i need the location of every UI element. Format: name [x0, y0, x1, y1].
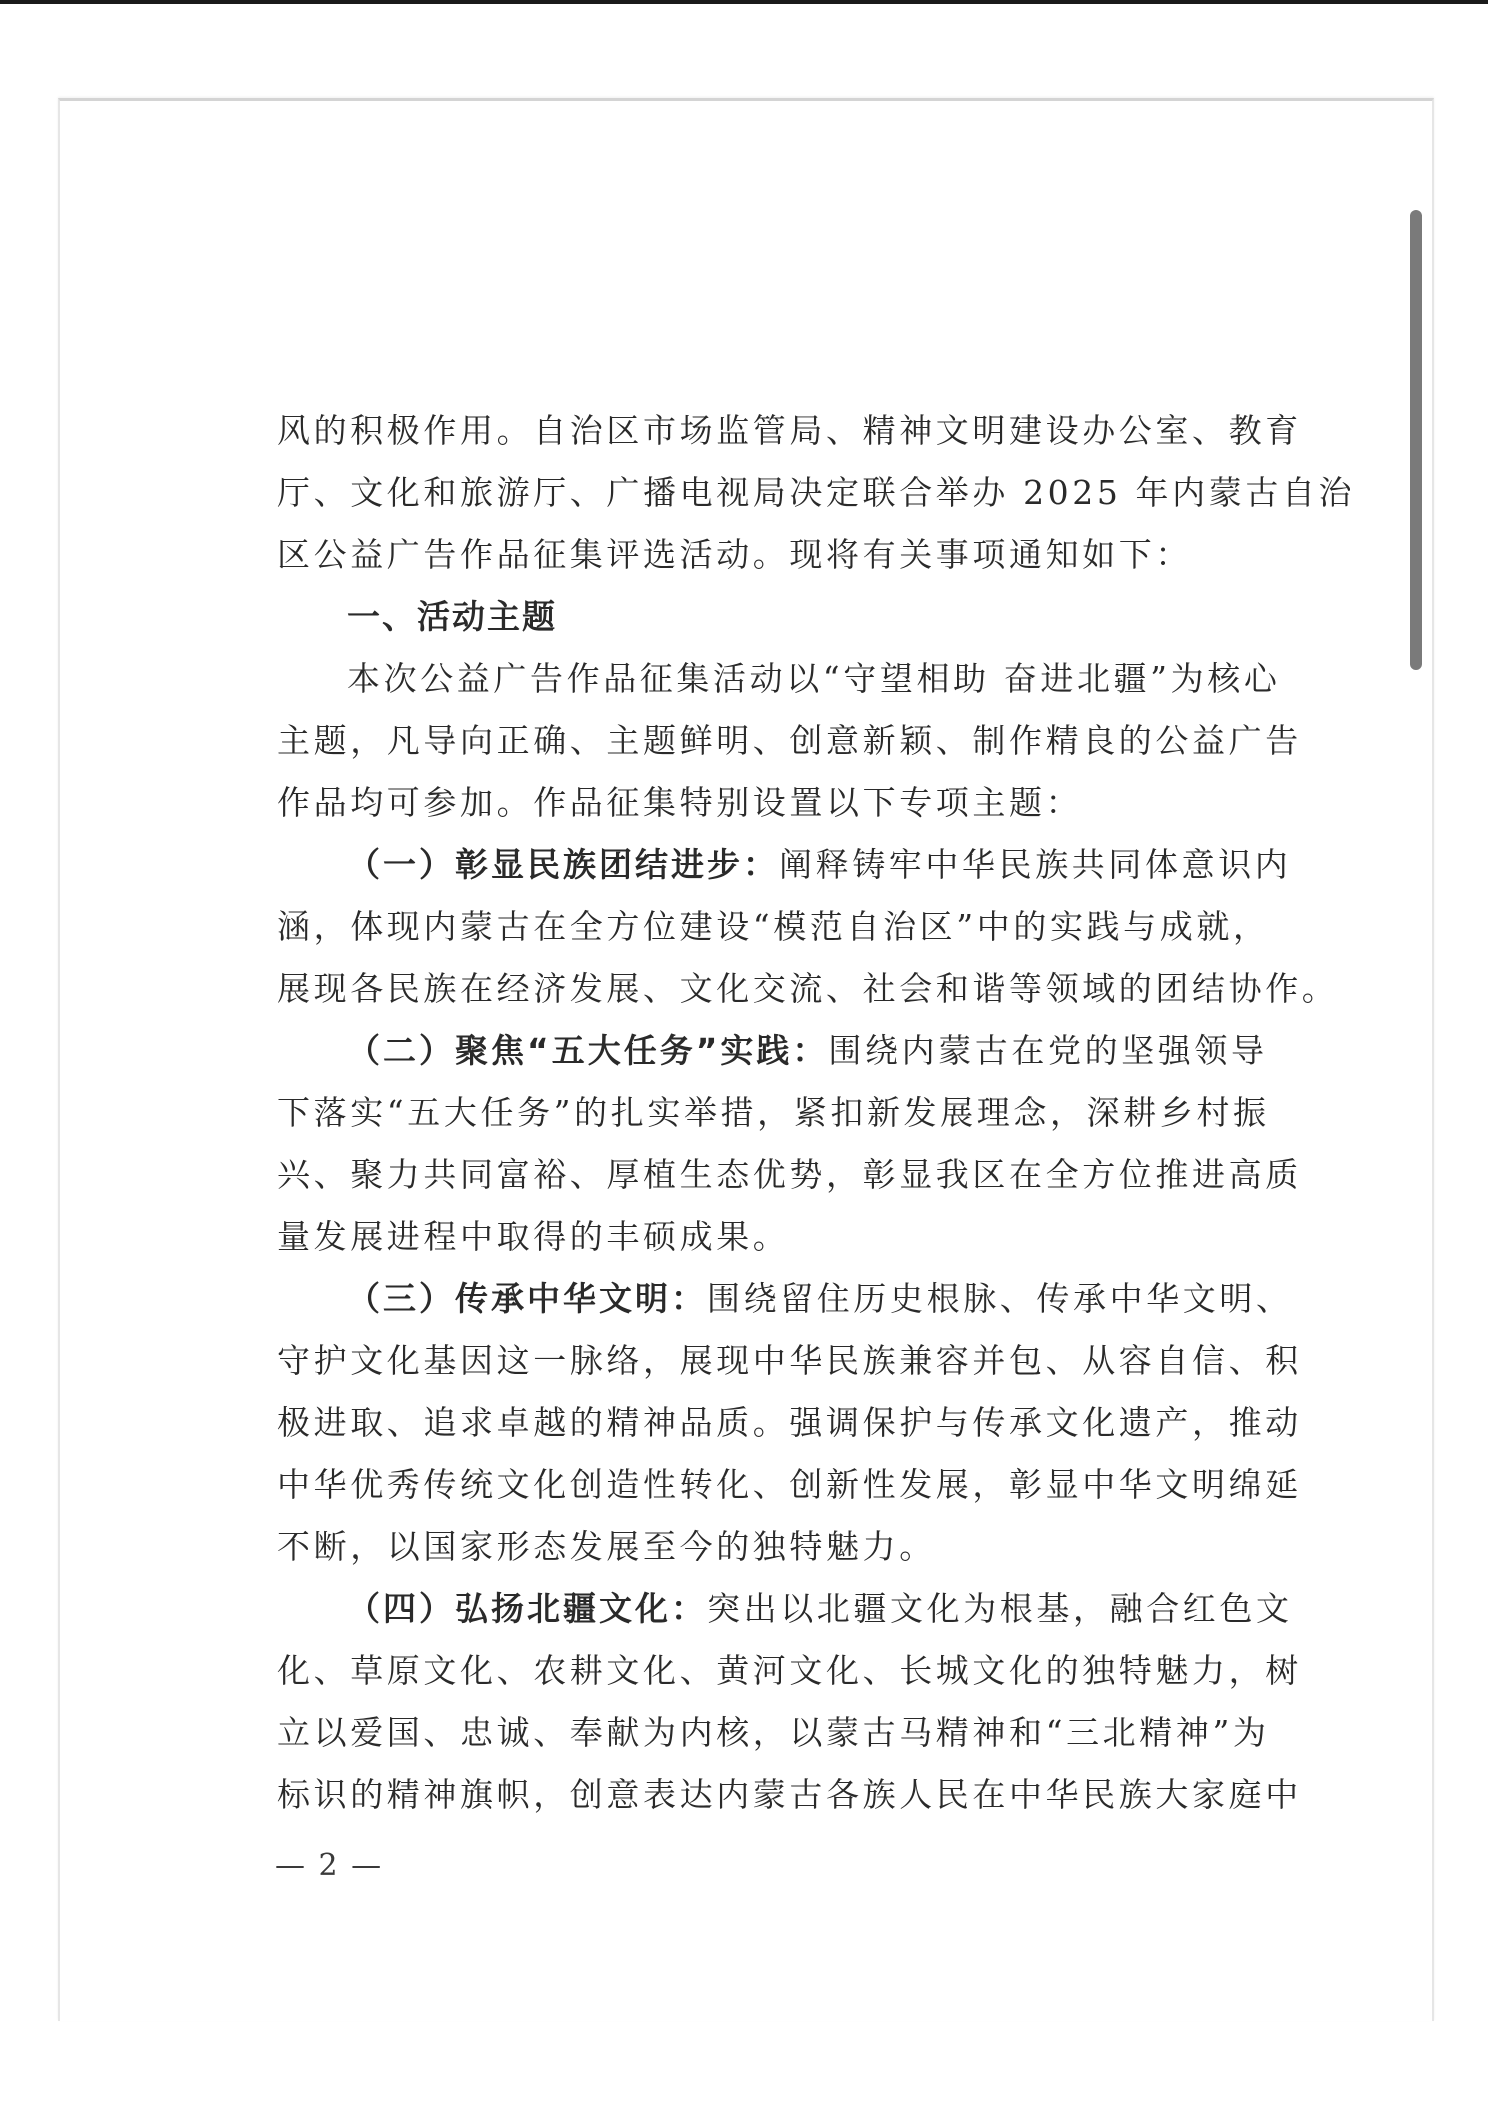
document-body — [277, 400, 1356, 1826]
section-heading: 一、活动主题 — [347, 597, 557, 636]
subsection-title: （三）传承中华文明： — [347, 1279, 707, 1318]
body-line: 中华优秀传统文化创造性转化、创新性发展，彰显中华文明绵延 — [277, 1465, 1302, 1504]
body-line: 风的积极作用。自治区市场监管局、精神文明建设办公室、教育 — [277, 411, 1302, 450]
body-line: 守护文化基因这一脉络，展现中华民族兼容并包、从容自信、积 — [277, 1341, 1302, 1380]
subsection-first-line — [277, 834, 1292, 896]
subsection-text: 突出以北疆文化为根基，融合红色文 — [707, 1589, 1293, 1628]
body-line: 涵，体现内蒙古在全方位建设“模范自治区”中的实践与成就， — [277, 907, 1270, 946]
body-line: 化、草原文化、农耕文化、黄河文化、长城文化的独特魅力，树 — [277, 1651, 1302, 1690]
subsection-title: （四）弘扬北疆文化： — [347, 1589, 707, 1628]
body-line: 极进取、追求卓越的精神品质。强调保护与传承文化遗产，推动 — [277, 1403, 1302, 1442]
subsection-first-line — [277, 1020, 1268, 1082]
body-line: 下落实“五大任务”的扎实举措，紧扣新发展理念，深耕乡村振 — [277, 1093, 1270, 1132]
scrollbar-thumb[interactable] — [1410, 210, 1422, 670]
body-line: 不断，以国家形态发展至今的独特魅力。 — [277, 1527, 936, 1566]
page-number: — 2 — — [275, 1848, 384, 1883]
scrollbar[interactable] — [1410, 210, 1422, 670]
body-line: 兴、聚力共同富裕、厚植生态优势，彰显我区在全方位推进高质 — [277, 1155, 1302, 1194]
body-line: 量发展进程中取得的丰硕成果。 — [277, 1217, 790, 1256]
body-line: 作品均可参加。作品征集特别设置以下专项主题： — [277, 783, 1083, 822]
subsection-first-line — [277, 1578, 1293, 1640]
subsection-title: （一）彰显民族团结进步： — [347, 845, 779, 884]
top-frame-edge — [0, 0, 1488, 4]
body-line: 标识的精神旗帜，创意表达内蒙古各族人民在中华民族大家庭中 — [277, 1775, 1302, 1814]
subsection-text: 围绕内蒙古在党的坚强领导 — [828, 1031, 1268, 1070]
body-line: 主题，凡导向正确、主题鲜明、创意新颖、制作精良的公益广告 — [277, 721, 1302, 760]
subsection-text: 阐释铸牢中华民族共同体意识内 — [779, 845, 1292, 884]
body-line: 展现各民族在经济发展、文化交流、社会和谐等领域的团结协作。 — [277, 969, 1339, 1008]
body-line: 区公益广告作品征集评选活动。现将有关事项通知如下： — [277, 535, 1192, 574]
subsection-text: 围绕留住历史根脉、传承中华文明、 — [707, 1279, 1293, 1318]
body-line: 本次公益广告作品征集活动以“守望相助 奋进北疆”为核心 — [347, 659, 1281, 698]
body-line: 厅、文化和旅游厅、广播电视局决定联合举办 2025 年内蒙古自治 — [277, 473, 1356, 512]
body-line: 立以爱国、忠诚、奉献为内核，以蒙古马精神和“三北精神”为 — [277, 1713, 1270, 1752]
subsection-title: （二）聚焦“五大任务”实践： — [347, 1031, 829, 1070]
subsection-first-line — [277, 1268, 1293, 1330]
